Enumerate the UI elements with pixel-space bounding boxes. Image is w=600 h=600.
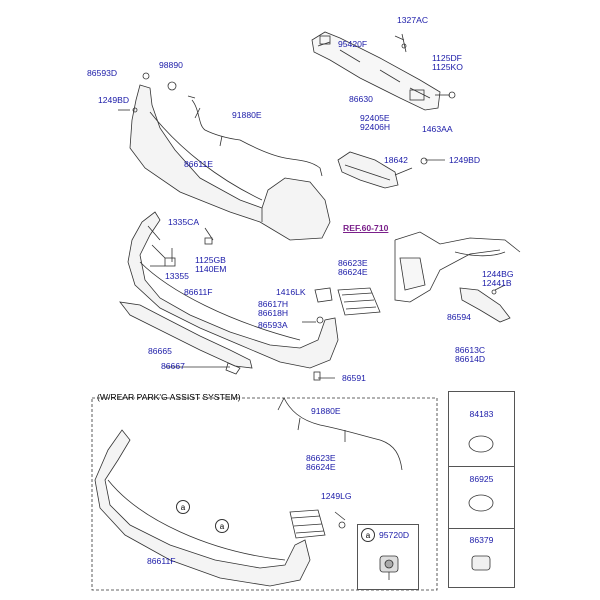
reflector-middle: [338, 288, 380, 315]
part-label: 86667: [161, 361, 185, 371]
callout-marker: a: [176, 500, 190, 514]
part-label: 1125KO: [432, 62, 463, 72]
part-label: 86594: [447, 312, 471, 322]
part-label: 86624E: [306, 462, 336, 472]
part-label: 1327AC: [397, 15, 429, 25]
part-label: 86665: [148, 346, 172, 356]
part-label: 1335CA: [168, 217, 200, 227]
ref-label[interactable]: REF.60-710: [343, 223, 389, 233]
inset-divider: [449, 466, 514, 467]
inset-item-label: 86925: [469, 474, 494, 484]
part-label: 86611F: [147, 556, 176, 566]
part-label: 92405E: [360, 113, 390, 123]
part-label: 1463AA: [422, 124, 453, 134]
part-label: 86624E: [338, 267, 368, 277]
part-label: 95720D: [379, 530, 410, 540]
part-label: 95420F: [338, 39, 368, 49]
part-label: 86613C: [455, 345, 486, 355]
part-label: 86630: [349, 94, 373, 104]
inset-parts-box: [448, 391, 515, 588]
part-label: 86611F: [184, 287, 213, 297]
sensor-detail-box: [357, 524, 419, 590]
callout-marker: a: [215, 519, 229, 533]
part-label: 1249LG: [321, 491, 352, 501]
part-label: 1249BD: [98, 95, 130, 105]
part-label: 1125GB: [195, 255, 226, 265]
part-label: 86623E: [306, 453, 336, 463]
part-label: 86593A: [258, 320, 288, 330]
inset-item-label: 86379: [469, 535, 494, 545]
part-label: 1125DF: [432, 53, 462, 63]
part-label: 86593D: [87, 68, 118, 78]
part-label: 13355: [165, 271, 189, 281]
part-label: 98890: [159, 60, 183, 70]
part-label: 86591: [342, 373, 366, 383]
bumper-beam-upper: [312, 32, 440, 110]
part-label: 86618H: [258, 308, 289, 318]
part-label: 18642: [384, 155, 408, 165]
inset-item-label: 84183: [469, 409, 494, 419]
part-label: 86614D: [455, 354, 486, 364]
part-label: 1249BD: [449, 155, 481, 165]
part-label: 1140EM: [195, 264, 227, 274]
wiring-harness-lower: [284, 398, 402, 470]
part-label: 86623E: [338, 258, 368, 268]
inset-divider: [449, 528, 514, 529]
part-label: 86611E: [184, 159, 213, 169]
part-label: 1244BG: [482, 269, 514, 279]
section-title: (W/REAR PARK'G ASSIST SYSTEM): [97, 392, 241, 402]
part-label: 1416LK: [276, 287, 306, 297]
part-label: 91880E: [311, 406, 341, 416]
part-label: 86617H: [258, 299, 289, 309]
part-label: 91880E: [232, 110, 262, 120]
bumper-cover-upper: [130, 85, 330, 240]
callout-marker: a: [361, 528, 375, 542]
bumper-cover-assist: [95, 430, 310, 586]
part-label: 12441B: [482, 278, 512, 288]
quarter-panel-ref: [395, 232, 520, 302]
part-label: 92406H: [360, 122, 391, 132]
